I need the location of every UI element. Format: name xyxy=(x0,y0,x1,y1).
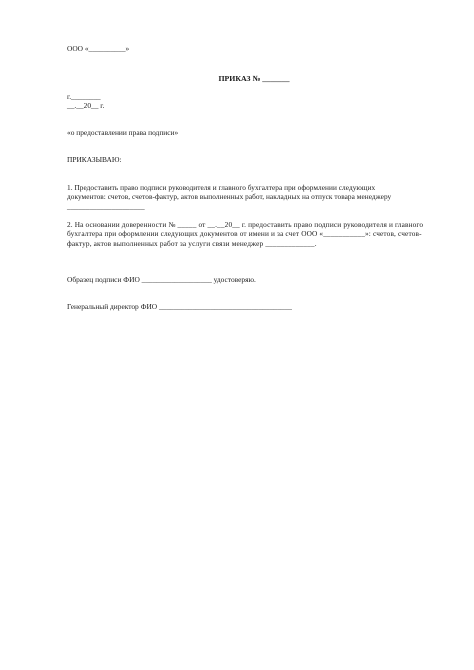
order-item-1-line: 1. Предоставить право подписи руководителя и главного бухгалтера при оформлении следующих xyxy=(67,183,376,192)
date-line: __.__20__ г. xyxy=(67,101,105,110)
document-title-text: ПРИКАЗ № _______ xyxy=(218,74,290,83)
company-line: ООО «__________» xyxy=(67,44,130,53)
city-line: г.________ xyxy=(67,92,101,101)
order-item-2-line: 2. На основании доверенности № _____ от __.__20__ г. предоставить право подписи руководителя и главного xyxy=(67,220,424,229)
order-item-1-line: _____________________ xyxy=(67,201,145,211)
sample-signature-line: Образец подписи ФИО ___________________ удостоверяю. xyxy=(67,275,256,284)
order-item-2 xyxy=(67,220,424,248)
order-item-2-line: фактур, актов выполненных работ за услуги связи менеджер _____________. xyxy=(67,238,317,248)
order-subject: «о предоставлении права подписи» xyxy=(67,128,179,137)
order-item-2-line: бухгалтера при оформлении следующих документов от имени и за счет ООО «___________»: счетов, счетов- xyxy=(67,229,422,239)
order-item-1 xyxy=(67,183,409,211)
order-word: ПРИКАЗЫВАЮ: xyxy=(67,155,122,164)
document-title xyxy=(0,74,474,84)
director-signature-line: Генеральный директор ФИО ____________________________________ xyxy=(67,302,292,311)
order-item-1-line: документов: счетов, счетов-фактур, актов выполненных работ, накладных на отпуск товара менеджеру xyxy=(67,192,392,202)
